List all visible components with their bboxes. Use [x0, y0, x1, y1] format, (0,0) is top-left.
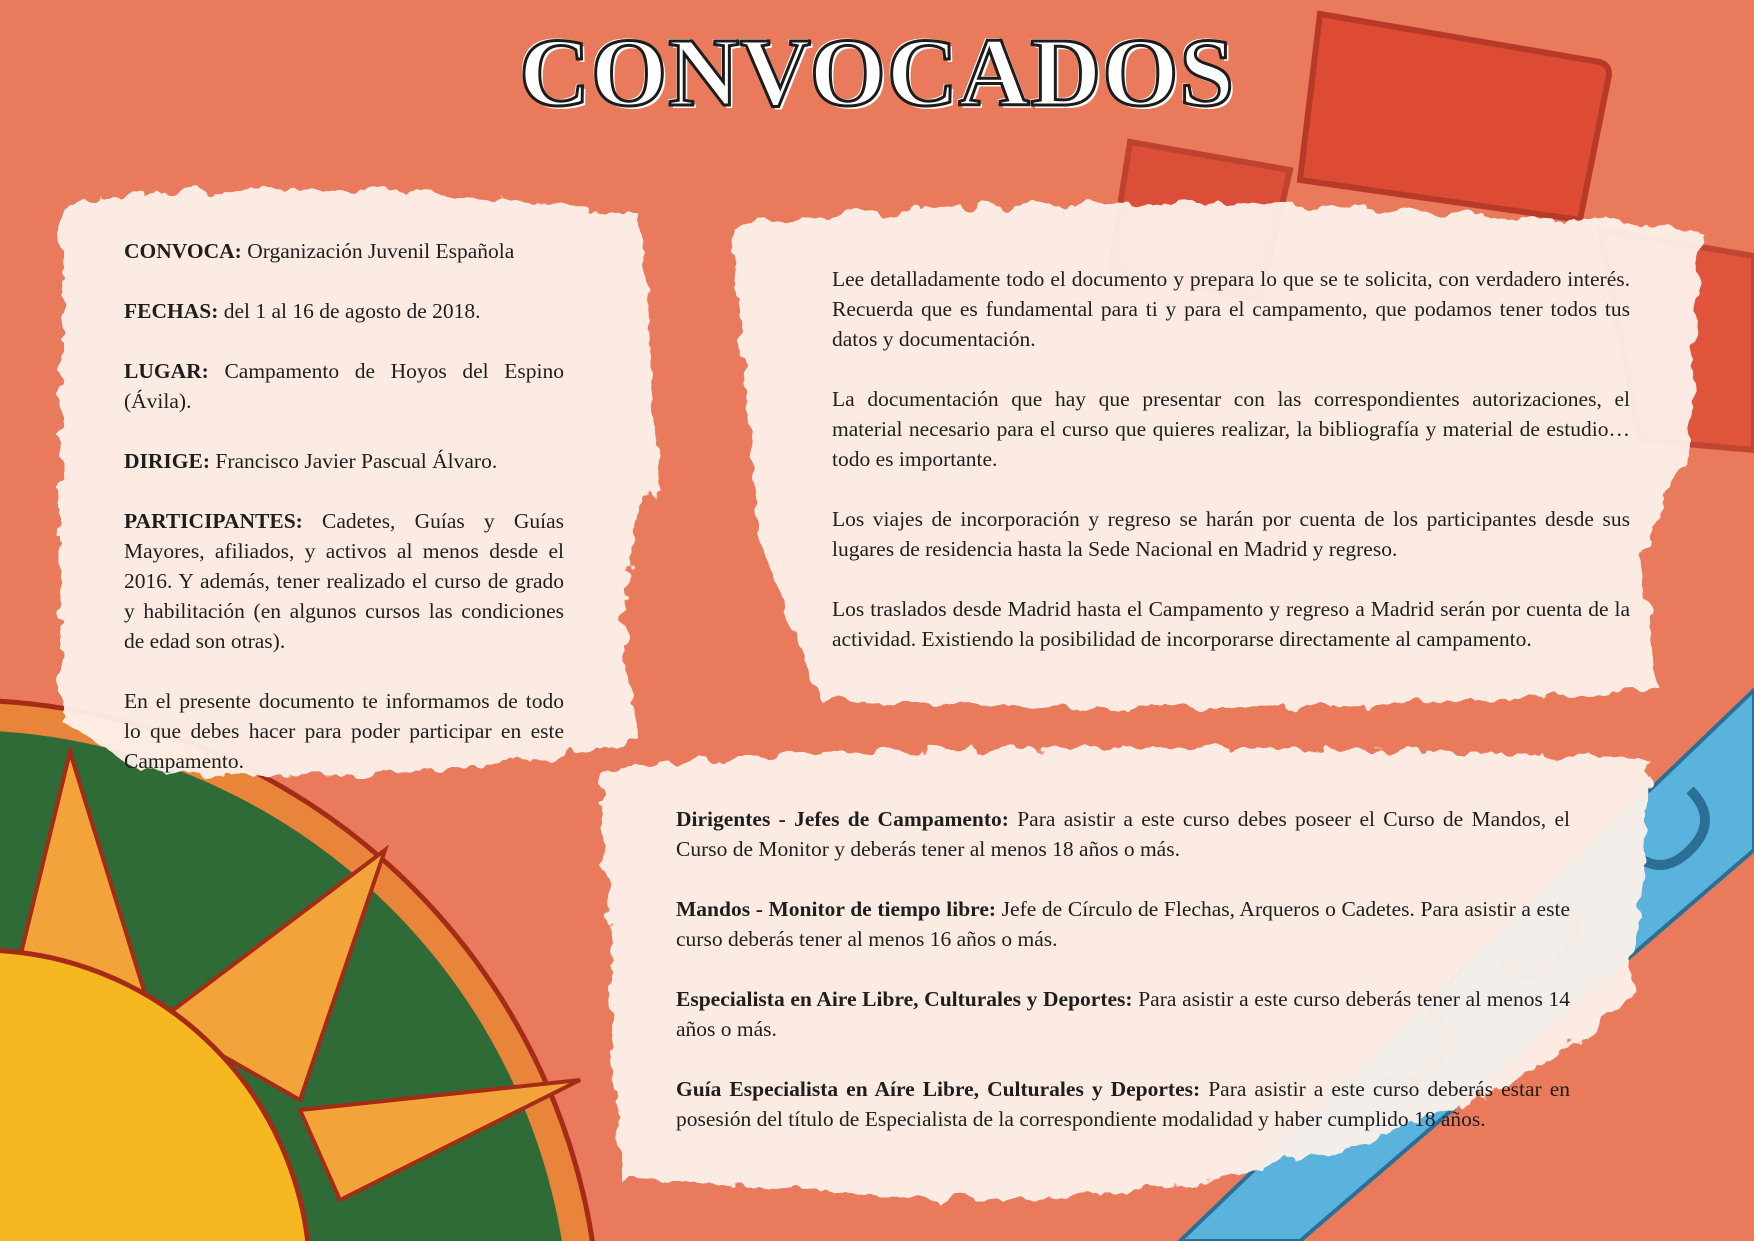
- course-label: Especialista en Aire Libre, Culturales y Deportes:: [676, 987, 1133, 1011]
- course-text: Para asistir a este curso deberás estar en posesión del título de Especialista de la correspondiente modalidad y haber cumplido 18 años.: [676, 1077, 1570, 1131]
- course-label: Mandos - Monitor de tiempo libre:: [676, 897, 997, 921]
- detail-participantes: [124, 506, 564, 656]
- instructions-column: [832, 264, 1630, 684]
- course-text: Para asistir a este curso debes poseer el Curso de Mandos, el Curso de Monitor y deberás tener al menos 18 años o más.: [676, 807, 1570, 861]
- courses-column: [676, 804, 1570, 1164]
- detail-label: LUGAR:: [124, 359, 209, 383]
- course-item: [676, 984, 1570, 1044]
- instruction-paragraph: Los viajes de incorporación y regreso se harán por cuenta de los participantes desde sus lugares de residencia hasta la Sede Nacional en Madrid y regreso.: [832, 507, 1630, 561]
- instruction-paragraph: Lee detalladamente todo el documento y prepara lo que se te solicita, con verdadero interés. Recuerda que es fundamental para ti y para el campamento, que podamos tener todos tus datos y documentación.: [832, 267, 1630, 351]
- instruction-paragraph: La documentación que hay que presentar con las correspondientes autorizaciones, el material necesario para el curso que quieres realizar, la bibliografía y material de estudio… todo es importante.: [832, 387, 1630, 471]
- detail-text: Organización Juvenil Española: [247, 239, 515, 263]
- detail-lugar: [124, 356, 564, 416]
- course-text: Para asistir a este curso deberás tener al menos 14 años o más.: [676, 987, 1571, 1041]
- course-item: [676, 894, 1570, 954]
- course-label: Guía Especialista en Aíre Libre, Culturales y Deportes:: [676, 1077, 1201, 1101]
- detail-text: Campamento de Hoyos del Espino (Ávila).: [124, 359, 564, 413]
- instruction-paragraph: Los traslados desde Madrid hasta el Campamento y regreso a Madrid serán por cuenta de la actividad. Existiendo la posibilidad de incorporarse directamente al campamento.: [832, 597, 1630, 651]
- detail-text: Cadetes, Guías y Guías Mayores, afiliados, y activos al menos desde el 2016. Y además, tener realizado el curso de grado y habilitación (en algunos cursos las condiciones de edad son otras).: [124, 509, 564, 653]
- course-text: Jefe de Círculo de Flechas, Arqueros o Cadetes. Para asistir a este curso deberás tener al menos 16 años o más.: [676, 897, 1570, 951]
- detail-label: DIRIGE:: [124, 449, 211, 473]
- detail-text: Francisco Javier Pascual Álvaro.: [215, 449, 498, 473]
- course-label: Dirigentes - Jefes de Campamento:: [676, 807, 1009, 831]
- detail-convoca: [124, 236, 564, 266]
- detail-text: del 1 al 16 de agosto de 2018.: [223, 299, 481, 323]
- event-details-column: [124, 236, 564, 806]
- detail-label: CONVOCA:: [124, 239, 242, 263]
- detail-dirige: [124, 446, 564, 476]
- closing-paragraph: En el presente documento te informamos de todo lo que debes hacer para poder participar en este Campamento.: [124, 689, 564, 773]
- course-item: [676, 1074, 1570, 1134]
- detail-label: FECHAS:: [124, 299, 219, 323]
- course-item: [676, 804, 1570, 864]
- page-title: CONVOCADOS: [519, 19, 1235, 127]
- detail-fechas: [124, 296, 564, 326]
- detail-label: PARTICIPANTES:: [124, 509, 303, 533]
